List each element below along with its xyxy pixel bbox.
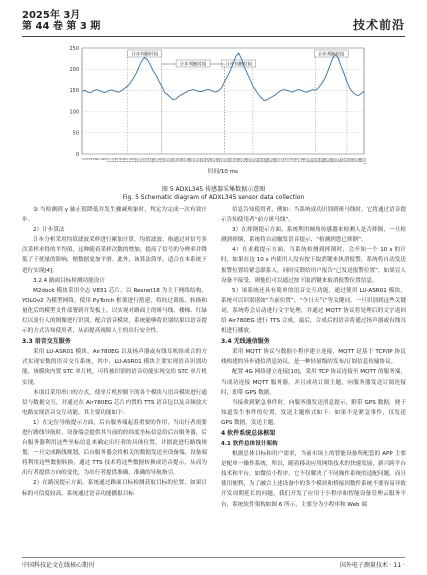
footer-page-info: 国外电子测量技术 · 11 ·	[339, 562, 405, 569]
x-tick-label: 83	[314, 157, 319, 163]
x-tick-label: 96	[351, 158, 356, 163]
header-volume: 第 44 卷 第 3 期	[22, 21, 101, 32]
x-tick-label: 5	[92, 158, 97, 161]
x-tick-label: 36	[180, 158, 185, 163]
x-tick-label: 1	[81, 158, 85, 161]
footer-rule	[22, 557, 405, 558]
x-tick-label: 87	[325, 158, 330, 163]
x-tick-label: 22	[140, 158, 145, 163]
x-tick-label: 95	[348, 158, 353, 163]
x-tick-label: 73	[286, 158, 291, 163]
y-tick-label: 100	[69, 109, 79, 116]
x-tick-label: 57	[240, 158, 245, 163]
x-tick-label: 67	[269, 158, 273, 163]
sensor-data-chart	[60, 44, 370, 176]
annotation-label: 计步判断时间	[179, 62, 207, 68]
figure-caption-en: Fig. 5 Schematic diagram of ADXL345 sensor data collection	[122, 194, 305, 201]
paragraph: 当接收到紧急事件时，向服务器发送消息提示，附带 GPS 数据，便于知道发生事件的位置，发送主题格式如下：如果不是紧急事件，仅发送 GPS 数据，发送主题。	[221, 399, 406, 426]
x-tick-label: 97	[354, 158, 359, 163]
x-axis-label: 时间/10 ms	[208, 169, 238, 175]
x-tick-label: 25	[149, 158, 154, 163]
x-tick-label: 24	[146, 158, 151, 163]
x-tick-label: 18	[129, 158, 134, 163]
x-tick-label: 16	[123, 158, 128, 163]
x-tick-label: 81	[308, 158, 313, 163]
x-tick-label: 14	[118, 158, 123, 163]
x-tick-label: 42	[197, 158, 202, 163]
x-tick-label: 34	[175, 158, 179, 163]
x-tick-label: 61	[251, 158, 256, 163]
x-tick-label: 46	[209, 158, 214, 163]
section-heading: 4 软件系统总体框架	[221, 429, 276, 437]
paragraph: 2）计步算法	[33, 227, 65, 234]
x-tick-label: 63	[257, 158, 262, 163]
x-tick-label: 65	[263, 158, 268, 163]
x-tick-label: 40	[192, 158, 197, 163]
x-tick-label: 10	[106, 158, 111, 163]
x-tick-label: 51	[223, 158, 228, 163]
x-tick-label: 82	[311, 158, 316, 163]
x-tick-label: 93	[343, 158, 348, 163]
x-tick-label: 76	[294, 158, 299, 163]
x-tick-label: 92	[340, 158, 345, 163]
x-tick-label: 94	[345, 158, 350, 163]
x-tick-label: 71	[280, 158, 285, 163]
x-tick-label: 13	[115, 158, 120, 163]
x-tick-label: 37	[183, 158, 188, 163]
x-tick-label: 50	[220, 158, 225, 163]
header-section-title: 技术前沿	[352, 18, 405, 32]
x-tick-label: 30	[163, 158, 168, 163]
section-heading: 4.1 软件总体设计架构	[221, 440, 278, 447]
annotation-label: 计步判断时间	[225, 62, 252, 68]
x-tick-label: 59	[246, 158, 251, 163]
x-tick-label: 17	[126, 158, 131, 163]
header-date: 2025年 3月	[22, 10, 81, 21]
y-tick-label: 50	[72, 130, 79, 137]
x-tick-label: 29	[160, 158, 165, 163]
paragraph: 采用 MQTT 协议与数据小程序建立连接，MQTT 是基于 TCP/IP 协议栈构建的异步通信消息协议，是一种轻量级的发布/订阅信息传输协议。	[221, 349, 406, 366]
y-tick-label: 0	[75, 151, 79, 158]
x-tick-label: 9	[103, 158, 108, 161]
y-tick-label: 250	[69, 45, 79, 52]
x-tick-label: 84	[317, 158, 322, 163]
x-tick-label: 88	[328, 158, 333, 163]
x-tick-label: 19	[132, 158, 137, 163]
x-tick-label: 75	[291, 158, 296, 163]
paragraph: 3）在摔倒提示方面，系统利用倾角传感器来检测人是否摔倒，一旦检测到摔倒，系统将自动触发语音提示，“检测到您已摔倒”。	[221, 227, 406, 244]
x-tick-label: 74	[288, 158, 293, 163]
x-tick-label: 28	[157, 158, 162, 163]
x-tick-label: 43	[200, 158, 205, 163]
x-tick-label: 58	[243, 158, 248, 163]
body-column-left	[22, 205, 207, 499]
y-tick-label: 200	[69, 67, 79, 73]
figure-caption-cn: 图 5 ADXL345 传感器采集数据示意图	[161, 186, 266, 193]
x-tick-label: 23	[143, 158, 148, 163]
x-tick-label: 68	[271, 158, 276, 163]
paragraph: 本项目采用串口的方式，使单片机控制下的各个模块与语音模块进行通信与数据交互，并通过在 Air780EG 芯片内置的 TTS 语音包以及音频放大电路实现语音交互功能，其主要功能如下：	[22, 389, 207, 416]
x-tick-label: 26	[152, 158, 157, 163]
x-tick-label: 53	[229, 158, 234, 163]
paragraph: 信息告知使用者，例如：当系统成功识别到斑马线时，它将通过语音提示告知使用者“前方斑马线”。	[221, 207, 406, 224]
x-tick-label: 20	[135, 158, 140, 163]
x-tick-label: 45	[206, 158, 211, 163]
x-tick-label: 32	[169, 158, 174, 163]
body-column-right	[221, 205, 406, 510]
paragraph: 配置 4G 网络建立连接[10]，采用 TCP 协议连接至 MQTT 的服务端，当成功连接 MQTT 服务器，并且成功订阅主题，向服务器发送订阅连接时，即带 GPS 数据。	[221, 369, 406, 396]
x-tick-label: 41	[194, 158, 199, 163]
paragraph: 根据总体目标和用户需求，当前市场上的智能设备所配套的 APP 主要是配单一操作系统，所以，随着移动应用网络技术的快速发展，新兴跨平台技术和平台，如微信小程序，它不仅解决了不同操作系统的适配问题，而且使用便利，为了融合上述设备中的多个模块和桥接因数件系统不要容易导致开发周期延长的问题，我们开发了应用于小程序和智能设备管理云服务平台，系统软件架构如图 6 所示，主要分为小程序和 Web 端	[221, 451, 406, 508]
footer-journal-note: 中国科技论文在线核心期刊	[22, 562, 95, 569]
x-tick-label: 2	[83, 158, 88, 161]
x-tick-label: 72	[283, 158, 288, 163]
x-tick-label: 62	[254, 158, 259, 163]
x-tick-label: 52	[226, 158, 231, 163]
x-tick-label: 70	[277, 158, 282, 163]
x-tick-label: 3	[86, 158, 91, 161]
paragraph: 5）该系统还具有简单的语音交互功能，通过使用 LU-ASR01 模块，系统可以识别诸如“当前位置”、“今日天气”等关键词，一旦识别到这些关键词，系统将会启动进行文字处理，并通过 MQTT 协议将处理后的文字返回给 Air780EG 进行 TTS 合成，最后，合成后的语音将通过扬声器或有线耳机进行播放。	[221, 287, 406, 335]
x-tick-label: 6	[95, 158, 100, 161]
x-tick-label: 66	[266, 158, 271, 163]
annotation-label: 计步判断时间	[318, 52, 345, 58]
x-tick-label: 12	[112, 158, 117, 163]
x-tick-label: 11	[109, 158, 114, 163]
section-heading: 3.3 语音交互服务	[22, 338, 71, 346]
x-tick-label: 49	[217, 158, 222, 163]
paragraph: ② 当检测到 y 轴正值降低并发生骤减现象时，判定为完成一次有效计步。	[22, 207, 207, 224]
x-tick-label: 39	[189, 158, 194, 163]
x-tick-label: 69	[274, 158, 279, 163]
x-tick-label: 15	[120, 158, 125, 163]
x-tick-label: 78	[300, 158, 305, 163]
x-tick-label: 44	[203, 158, 208, 163]
y-tick-label: 150	[69, 88, 79, 95]
x-tick-label: 27	[155, 158, 160, 163]
paragraph: 3.2.4 路面目标检测功能设计	[33, 277, 105, 284]
x-tick-label: 85	[320, 158, 325, 163]
x-tick-label: 79	[303, 158, 308, 163]
x-tick-label: 4	[89, 158, 94, 161]
paragraph: 1）在定位导航提示方面，后台服务端起着重要的作用，当出行者需要进行路线导航时，设备端会提供其当前的经纬度坐标信息给后台服务器，后台服务器利用这些坐标信息来确定出行者的具体位置，并据此进行路线规划，一旦完成路线规划，后台服务器会将相关的数据发送至设备端，设备端将利用这些数据转换，通过 TTS 技术将这些数据转换成语音提示，从而为出行者提供方向的变化，为出行者提供准确、准确的导航指引。	[22, 419, 207, 477]
paragraph: 采用 LU-ASR01 模块、Air780EG 以及扬声器或有线耳机组成合的方式实现安数的语音交互系统，其中，LU-ASR01 模块主要实现语音识别功能，该模块内置 STC 单片机，可将被识别的语音功能实现交给 STC 单片机实现。	[22, 349, 207, 386]
x-tick-label: 35	[177, 158, 182, 163]
section-heading: 3.4 无线通信服务	[221, 338, 270, 346]
x-tick-label: 90	[334, 158, 339, 163]
x-tick-label: 55	[234, 158, 239, 163]
paragraph: M2dock 模块采用全志 V831 芯片，以 Resnet18 为主干网络结构，YOLOv2 为模型网络，使用 PyTorch 框架进行搭建，将经过训练、转换和量化后的模型文件部署到开发板上，以实现对路面上的斑马线、楼梯、红绿灯以及行人的图像进行识别，配合语音模块，系统能够将识别结果以语音提示的方式告知使用者，从而提高视障人士的出行安全性。	[22, 287, 207, 335]
x-tick-label: 77	[297, 158, 302, 163]
x-tick-label: 31	[166, 158, 171, 163]
x-tick-label: 33	[172, 158, 177, 163]
paragraph: 2）在路况提示方面，系统通过路面目标检测获取目标的位置，如果目标的可信度较高，系统通过语音功能播报目标	[22, 480, 207, 497]
x-tick-label: 47	[212, 158, 217, 163]
x-tick-label: 86	[323, 158, 328, 163]
x-tick-label: 8	[100, 158, 105, 161]
header-rule	[22, 36, 405, 37]
x-tick-label: 7	[98, 158, 103, 161]
x-tick-label: 91	[337, 158, 342, 163]
x-tick-label: 21	[137, 158, 142, 163]
x-tick-label: 64	[260, 158, 265, 163]
paragraph: 计步分析采用均值滤波采样进行累加计算，均值滤波，指通过对信号多次采样求得的平均值，这种随着采样次数的增加，提高了信号的分辨率并降低了干扰量的影响，便数据更加平滑。此外，该算法简单，适合在本系统下进行实现[4]。	[22, 237, 207, 274]
x-tick-label: 100	[363, 158, 367, 165]
x-tick-label: 56	[237, 158, 242, 163]
x-tick-label: 48	[214, 158, 219, 163]
x-tick-label: 80	[306, 158, 311, 163]
annotation-label: 计步判断时间	[131, 52, 158, 58]
x-tick-label: 98	[357, 158, 362, 163]
x-tick-label: 38	[186, 158, 191, 163]
x-tick-label: 89	[331, 158, 336, 163]
x-tick-label: 54	[231, 158, 236, 163]
x-tick-label: 60	[249, 158, 254, 163]
x-tick-label: 99	[360, 158, 365, 163]
paragraph: 4）在求救提示方面，当系统检测到摔倒时，会开始一个 10 s 的计时，如果在这 10 s 内使用人没有按下取消键来执消报警，系统将自动发送报警位置给紧急联系人，同时反馈给用户报告“已发送报警位置”，如果盲人设备不接受，则他们可以通过按下取消键来取消报警位置信息。	[221, 247, 406, 284]
